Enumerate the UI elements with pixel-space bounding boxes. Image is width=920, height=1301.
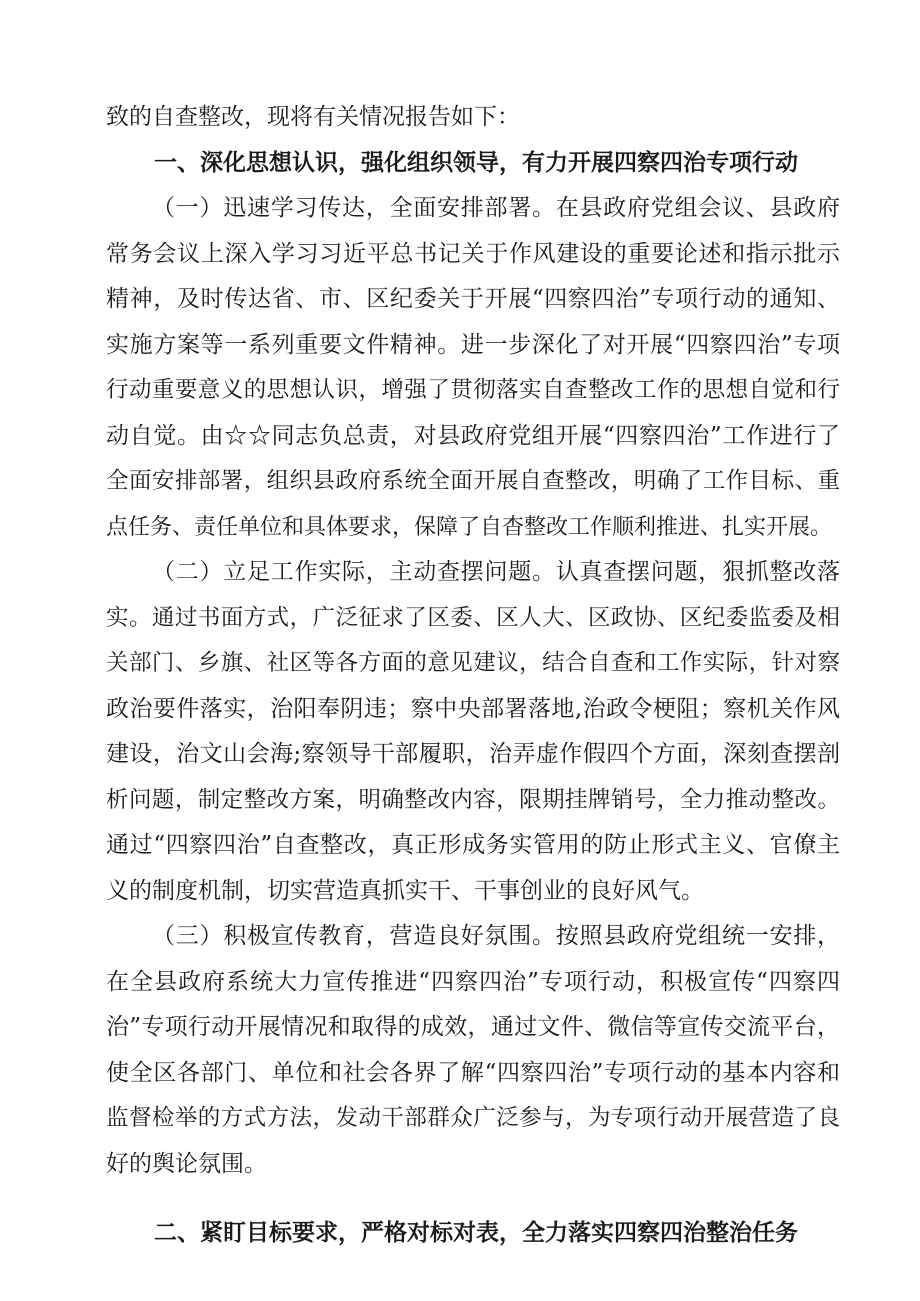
text-line: 关部门、乡旗、社区等各方面的意见建议，结合自查和工作实际，针对察: [106, 650, 840, 676]
section-heading-2: 二、紧盯目标要求，严格对标对表，全力落实四察四治整治任务: [154, 1220, 798, 1246]
text-line: 建设，治文山会海;察领导干部履职，治弄虚作假四个方面，深刻查摆剖: [106, 741, 840, 767]
text-line: 义的制度机制，切实营造真抓实干、干事创业的良好风气。: [106, 877, 704, 904]
text-line: 实施方案等一系列重要文件精神。进一步深化了对开展“四察四治”专项: [106, 331, 840, 358]
paragraph-2: [106, 550, 840, 914]
text-line: 致的自查整改，现将有关情况报告如下：: [106, 104, 520, 130]
text-line: 政治要件落实，治阳奉阴违；察中央部署落地,治政令梗阻；察机关作风: [106, 695, 840, 722]
text-line: 在全县政府系统大力宣传推进“四察四治”专项行动，积极宣传“四察四: [106, 968, 840, 995]
text-line: （二）立足工作实际，主动查摆问题。认真查摆问题，狠抓整改落: [152, 559, 840, 585]
text-line: 精神，及时传达省、市、区纪委关于开展“四察四治”专项行动的通知、: [106, 286, 840, 312]
text-line: （一）迅速学习传达，全面安排部署。在县政府党组会议、县政府: [152, 195, 840, 221]
text-line: 常务会议上深入学习习近平总书记关于作风建设的重要论述和指示批示: [106, 240, 840, 267]
intro-paragraph: [106, 95, 840, 141]
text-line: 动自觉。由☆☆同志负总责，对县政府党组开展“四察四治”工作进行了: [106, 422, 840, 449]
text-line: （三）积极宣传教育，营造良好氛围。按照县政府党组统一安排，: [152, 923, 840, 949]
document-page: [106, 95, 840, 1257]
section-heading-1: 一、深化思想认识，强化组织领导，有力开展四察四治专项行动: [154, 149, 798, 176]
text-line: 监督检举的方式方法，发动干部群众广泛参与，为专项行动开展营造了良: [106, 1105, 840, 1131]
text-line: 全面安排部署，组织县政府系统全面开展自查整改，明确了工作目标、重: [106, 468, 840, 494]
text-line: 点任务、责任单位和具体要求，保障了自杳整改工作顺利推进、扎实开展。: [106, 514, 833, 540]
text-line: 析问题，制定整改方案，明确整改内容，限期挂牌销号，全力推动整改。: [106, 786, 840, 813]
paragraph-1: [106, 186, 840, 550]
paragraph-3: [106, 914, 840, 1187]
text-line: 好的舆论氛围。: [106, 1150, 267, 1177]
text-line: 行动重要意义的思想认识，增强了贯彻落实自查整改工作的思想自觉和行: [106, 377, 840, 403]
text-line: 实。通过书面方式，广泛征求了区委、区人大、区政协、区纪委监委及相: [106, 604, 840, 631]
text-line: 使全区各部门、单位和社会各界了解“四察四治”专项行动的基本内容和: [106, 1059, 840, 1086]
text-line: 治”专项行动开展情况和取得的成效，通过文件、微信等宣传交流平台，: [106, 1014, 840, 1040]
text-line: 通过“四察四治”自查整改，真正形成务实管用的防止形式主义、官僚主: [106, 832, 840, 858]
